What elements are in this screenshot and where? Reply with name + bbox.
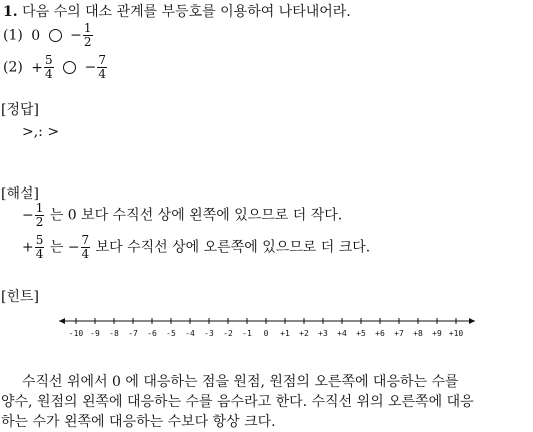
fraction bbox=[35, 234, 45, 261]
tick-label: -9 bbox=[90, 329, 100, 338]
denominator: 4 bbox=[35, 247, 44, 261]
denominator: 2 bbox=[83, 35, 92, 49]
problem-instruction: 다음 수의 대소 관계를 부등호를 이용하여 나타내어라. bbox=[22, 4, 351, 20]
tick-label: -5 bbox=[166, 329, 176, 338]
explanation-text: 는 0 보다 수직선 상에 왼쪽에 있으므로 더 작다. bbox=[49, 207, 343, 224]
explanation-line-2 bbox=[22, 234, 370, 261]
blank-circle-icon bbox=[49, 29, 62, 42]
denominator: 4 bbox=[45, 67, 53, 81]
problem-item-1 bbox=[3, 22, 94, 49]
hint-paragraph-line-3: 하는 수가 왼쪽에 대응하는 수보다 항상 크다. bbox=[1, 414, 276, 430]
number-line bbox=[56, 309, 478, 343]
numerator: 5 bbox=[35, 233, 44, 247]
problem-item-2 bbox=[3, 54, 108, 81]
explanation-mid: 는 bbox=[49, 239, 64, 256]
item-right-sign: − bbox=[70, 27, 82, 44]
fraction bbox=[44, 54, 54, 81]
tick-label: -3 bbox=[204, 329, 214, 338]
tick-label: +1 bbox=[280, 329, 290, 338]
hint-title: [힌트] bbox=[1, 289, 39, 305]
blank-circle-icon bbox=[63, 61, 76, 74]
sign: + bbox=[22, 239, 34, 256]
denominator: 2 bbox=[35, 215, 44, 229]
tick-label: +2 bbox=[299, 329, 309, 338]
fraction bbox=[81, 234, 91, 261]
answer-title: [정답] bbox=[1, 102, 39, 118]
tick-label: +7 bbox=[394, 329, 404, 338]
tick-label: +9 bbox=[432, 329, 442, 338]
item-left-value: 0 bbox=[31, 27, 41, 44]
tick-label: -10 bbox=[68, 329, 84, 338]
tick-label: -6 bbox=[147, 329, 157, 338]
tick-label: +8 bbox=[413, 329, 423, 338]
explanation-title: [해설] bbox=[1, 186, 39, 202]
item-label: (2) bbox=[3, 59, 23, 76]
item-right-sign: − bbox=[84, 59, 97, 76]
tick-label: -7 bbox=[128, 329, 138, 338]
numerator: 7 bbox=[98, 53, 106, 67]
tick-label: +3 bbox=[318, 329, 328, 338]
tick-label: -2 bbox=[223, 329, 233, 338]
tick-label: -4 bbox=[185, 329, 195, 338]
tick-label: +6 bbox=[375, 329, 385, 338]
tick-label: -8 bbox=[109, 329, 119, 338]
problem-number: 1. bbox=[3, 4, 18, 20]
item-left-sign: + bbox=[31, 59, 44, 76]
sign: − bbox=[22, 207, 34, 224]
explanation-text: 보다 수직선 상에 오른쪽에 있으므로 더 크다. bbox=[95, 239, 371, 256]
hint-paragraph-line-1: 수직선 위에서 0 에 대응하는 점을 원점, 원점의 오른쪽에 대응하는 수를 bbox=[22, 374, 459, 390]
tick-label: +10 bbox=[448, 329, 464, 338]
tick-label: -1 bbox=[242, 329, 252, 338]
hint-paragraph-line-2: 양수, 원점의 왼쪽에 대응하는 수를 음수라고 한다. 수직선 위의 오른쪽에 대응 bbox=[1, 394, 474, 410]
numerator: 1 bbox=[83, 21, 92, 35]
tick-label: 0 bbox=[263, 329, 269, 338]
fraction bbox=[35, 202, 45, 229]
tick-label: +4 bbox=[337, 329, 347, 338]
numerator: 1 bbox=[35, 201, 44, 215]
fraction bbox=[83, 22, 93, 49]
sign: − bbox=[67, 239, 80, 256]
explanation-line-1 bbox=[22, 202, 342, 229]
denominator: 4 bbox=[81, 247, 90, 261]
numerator: 7 bbox=[81, 233, 90, 247]
item-label: (1) bbox=[3, 27, 23, 44]
problem-header bbox=[3, 3, 351, 21]
left-arrow-icon bbox=[59, 318, 65, 324]
tick-label: +5 bbox=[356, 329, 366, 338]
numerator: 5 bbox=[45, 53, 53, 67]
fraction bbox=[97, 54, 107, 81]
answer-text: >,: > bbox=[22, 124, 60, 140]
denominator: 4 bbox=[98, 67, 106, 81]
right-arrow-icon bbox=[469, 318, 475, 324]
